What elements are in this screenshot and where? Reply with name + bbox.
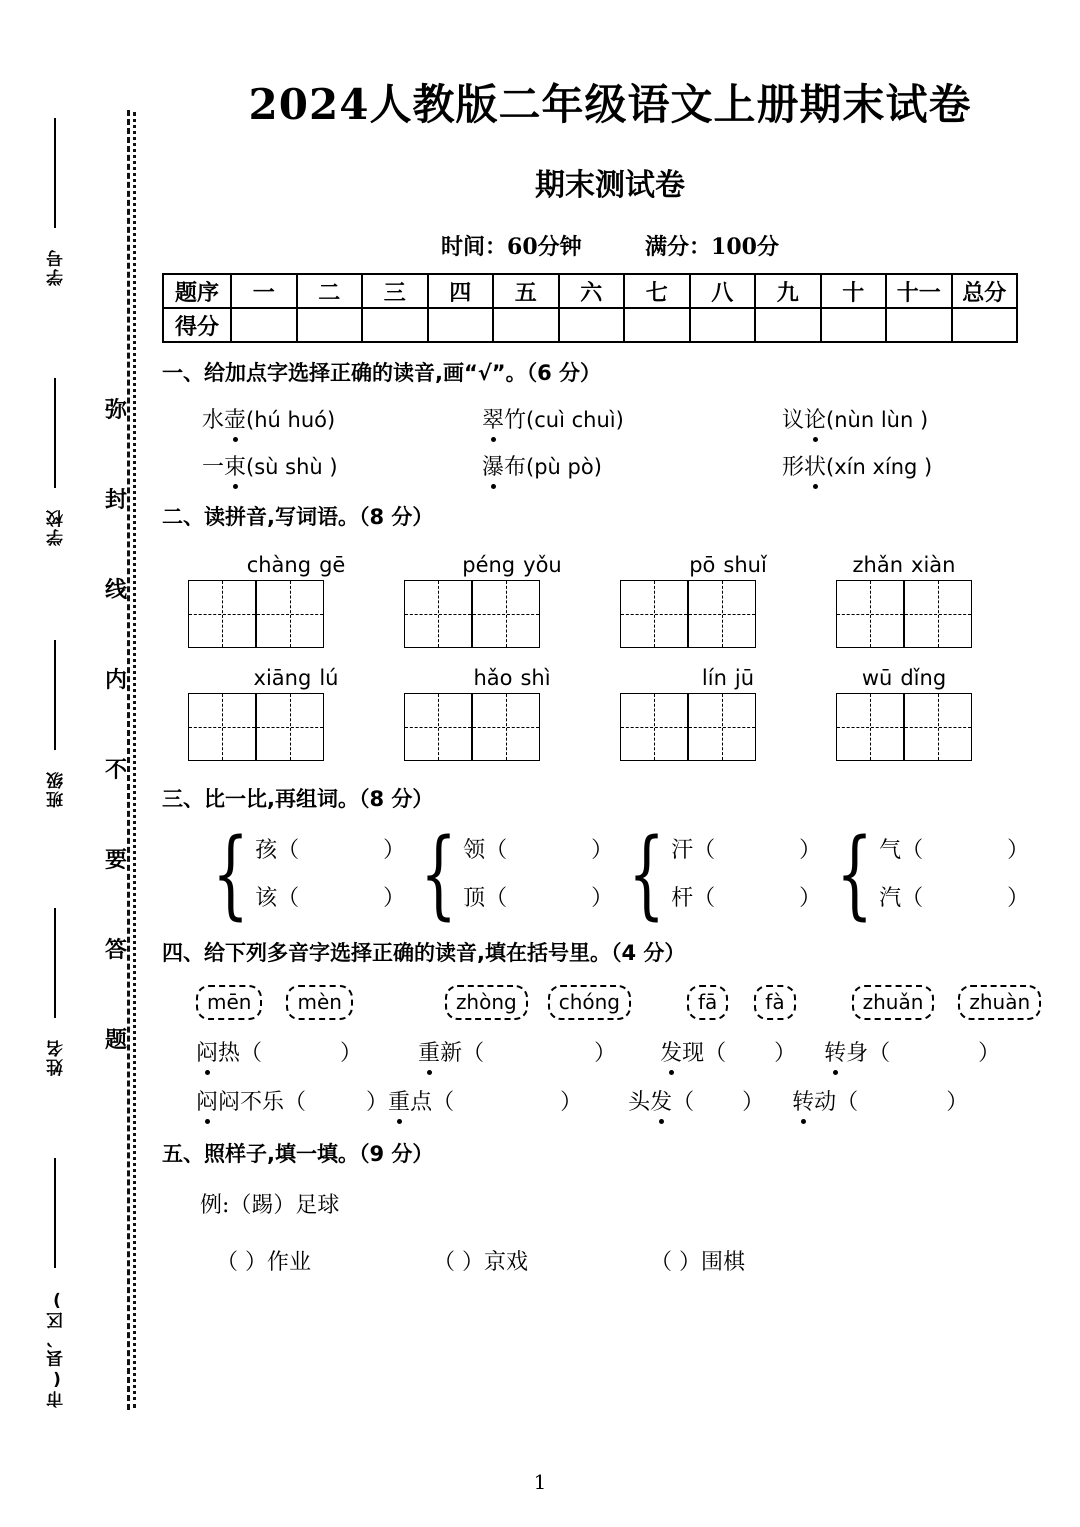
tianzige-grid[interactable]	[836, 693, 972, 761]
seal-char: 线	[104, 578, 127, 603]
compare-pair-list	[879, 827, 1029, 923]
item-pinyin-options[interactable]: (xín xíng )	[826, 455, 933, 479]
field-label-class: 班级	[46, 770, 67, 808]
tianzige-box[interactable]	[472, 580, 540, 648]
polyphone-dotted-char: 重	[388, 1090, 411, 1115]
brace-icon: {	[836, 818, 873, 931]
tianzige-box[interactable]	[404, 580, 472, 648]
section-5-item-row	[160, 1245, 1060, 1276]
table-header-col: 五	[493, 274, 559, 308]
score-cell[interactable]	[624, 308, 690, 342]
answer-paren-close[interactable]: ）	[774, 1041, 797, 1066]
section-1-item[interactable]	[782, 450, 932, 481]
pinyin-label	[188, 553, 404, 577]
pinyin-label	[836, 666, 972, 690]
score-table	[162, 273, 1018, 343]
compare-word-line[interactable]	[463, 827, 613, 875]
table-header-col: 七	[624, 274, 690, 308]
item-word-dotted: 状	[804, 455, 827, 480]
compare-pair-list	[463, 827, 613, 923]
polyphone-word-text: （	[672, 1090, 695, 1115]
section-1-item[interactable]	[202, 403, 482, 434]
page-title: 2024人教版二年级语文上册期末试卷	[248, 80, 972, 129]
field-label-student-id: 学号	[46, 248, 67, 286]
section-1-item[interactable]	[202, 450, 482, 481]
pinyin-label	[404, 553, 620, 577]
item-pinyin-options[interactable]: (pù pò)	[526, 455, 602, 479]
tianzige-box[interactable]	[404, 693, 472, 761]
total-score-label: 满分：100分	[645, 234, 779, 260]
seal-char: 弥	[104, 398, 127, 423]
item-word-dotted: 瀑	[482, 455, 505, 480]
pinyin-syllable: wū	[861, 666, 893, 690]
tianzige-grid[interactable]	[188, 693, 324, 761]
section-3-row	[160, 818, 1060, 931]
section-1-item[interactable]	[482, 403, 782, 434]
polyphone-dotted-char: 转	[792, 1090, 815, 1115]
compare-word-group	[616, 818, 824, 931]
pinyin-syllable: lín	[701, 666, 727, 690]
field-rule-name	[54, 908, 56, 1018]
field-school[interactable]	[28, 508, 84, 551]
answer-paren-close[interactable]: ）	[594, 1041, 617, 1066]
pinyin-label	[620, 666, 836, 690]
table-header-col: 十一	[886, 274, 952, 308]
section-5-example: 例:（踢）足球	[200, 1193, 340, 1218]
section-4-heading: 四、给下列多音字选择正确的读音,填在括号里。（4 分）	[162, 941, 686, 965]
pinyin-syllable: dǐng	[900, 666, 947, 690]
table-header-col: 九	[755, 274, 821, 308]
section-5-item[interactable]: （ ）作业	[216, 1250, 311, 1275]
item-word-prefix: 议	[782, 408, 805, 433]
brace-icon: {	[628, 818, 665, 931]
compare-word-line[interactable]	[671, 875, 821, 923]
polyphone-word-text: 身（	[846, 1041, 891, 1066]
compare-word-label: 领（	[463, 838, 508, 863]
polyphone-dotted-char: 发	[650, 1090, 673, 1115]
section-5-item[interactable]: （ ）京戏	[433, 1250, 528, 1275]
section-4-option-list	[160, 985, 1060, 1020]
pinyin-syllable: shuǐ	[723, 553, 767, 577]
item-pinyin-options[interactable]: (sù shù )	[246, 455, 338, 479]
pinyin-write-cell[interactable]	[188, 666, 404, 761]
brace-icon: {	[212, 818, 249, 931]
section-1-item[interactable]	[782, 403, 928, 434]
pinyin-option-chip[interactable]: fā	[687, 985, 728, 1020]
pinyin-label	[836, 553, 972, 577]
pinyin-option-chip[interactable]: zhuàn	[958, 985, 1041, 1020]
seal-char: 内	[104, 668, 127, 693]
compare-word-label: 杆（	[671, 886, 716, 911]
compare-word-label: 汽（	[879, 886, 924, 911]
score-cell[interactable]	[559, 308, 625, 342]
answer-paren-close[interactable]: ）	[560, 1090, 583, 1115]
pinyin-write-cell[interactable]	[188, 553, 404, 648]
polyphone-word-text: 现（	[682, 1041, 727, 1066]
section-2-heading: 二、读拼音,写词语。（8 分）	[162, 505, 434, 529]
time-label: 时间：60分钟	[441, 234, 582, 260]
pinyin-syllable: yǒu	[523, 553, 562, 577]
pinyin-syllable: xiāng	[253, 666, 312, 690]
polyphone-word-prefix: 头	[628, 1090, 651, 1115]
score-cell[interactable]	[755, 308, 821, 342]
compare-word-line[interactable]	[671, 827, 821, 875]
compare-word-line[interactable]	[255, 875, 405, 923]
pinyin-option-chip[interactable]: chóng	[548, 985, 631, 1020]
table-header-question-label: 题序	[163, 274, 231, 308]
table-header-col: 二	[297, 274, 363, 308]
pinyin-write-cell[interactable]	[836, 666, 972, 761]
compare-paren-close: ）	[1007, 886, 1030, 911]
table-header-col: 十	[821, 274, 887, 308]
pinyin-option-chip[interactable]: zhòng	[445, 985, 528, 1020]
score-cell[interactable]	[428, 308, 494, 342]
table-header-col-total: 总分	[952, 274, 1018, 308]
tianzige-box[interactable]	[688, 693, 756, 761]
seal-char: 不	[104, 758, 127, 783]
pinyin-syllable: gē	[319, 553, 346, 577]
exam-meta-line	[160, 230, 1060, 261]
pinyin-label	[404, 666, 620, 690]
score-cell[interactable]	[886, 308, 952, 342]
pinyin-syllable: péng	[462, 553, 516, 577]
compare-word-line[interactable]	[879, 827, 1029, 875]
score-cell[interactable]	[821, 308, 887, 342]
section-1-row-1	[160, 403, 1060, 434]
section-2-row-1	[160, 553, 1060, 648]
polyphone-dotted-char: 重	[418, 1041, 441, 1066]
seal-text-vertical	[96, 400, 136, 1120]
pinyin-write-cell[interactable]	[404, 553, 620, 648]
table-row-question-number	[163, 274, 1017, 308]
tianzige-grid[interactable]	[188, 580, 324, 648]
compare-word-label: 顶（	[463, 886, 508, 911]
score-cell[interactable]	[362, 308, 428, 342]
seal-char: 要	[104, 848, 127, 873]
field-rule-student-id	[54, 118, 56, 228]
seal-char: 答	[104, 938, 127, 963]
compare-word-label: 气（	[879, 838, 924, 863]
pinyin-syllable: pō	[689, 553, 716, 577]
pinyin-write-cell[interactable]	[836, 553, 972, 648]
compare-word-line[interactable]	[879, 875, 1029, 923]
section-1-heading: 一、给加点字选择正确的读音,画“√”。（6 分）	[162, 361, 602, 385]
tianzige-grid[interactable]	[404, 580, 540, 648]
compare-paren-close: ）	[799, 886, 822, 911]
compare-paren-close: ）	[591, 886, 614, 911]
polyphone-word-text: 动（	[814, 1090, 859, 1115]
exam-page-body	[160, 0, 1060, 1527]
item-word-dotted: 论	[804, 408, 827, 433]
pinyin-option-chip[interactable]: zhuǎn	[852, 985, 935, 1020]
compare-paren-close: ）	[799, 838, 822, 863]
polyphone-word-text: 新（	[440, 1041, 485, 1066]
item-pinyin-options[interactable]: (hú huó)	[246, 408, 336, 432]
score-cell[interactable]	[493, 308, 559, 342]
page-number: 1	[533, 1470, 547, 1494]
compare-paren-close: ）	[383, 838, 406, 863]
pinyin-write-cell[interactable]	[404, 666, 620, 761]
section-1-row-2	[160, 450, 1060, 481]
section-4-word-row-2	[160, 1085, 1060, 1116]
score-cell-total[interactable]	[952, 308, 1018, 342]
tianzige-box[interactable]	[620, 693, 688, 761]
pinyin-label	[188, 666, 404, 690]
field-district[interactable]	[28, 1288, 84, 1413]
tianzige-box[interactable]	[188, 693, 256, 761]
field-student-id[interactable]	[28, 248, 84, 291]
field-label-district: 市(县、区)	[46, 1288, 67, 1408]
item-pinyin-options[interactable]: (cuì chuì)	[526, 408, 624, 432]
pinyin-syllable: lú	[319, 666, 339, 690]
field-label-school: 学校	[46, 508, 67, 546]
compare-word-label: 汗（	[671, 838, 716, 863]
item-word-prefix: 一	[202, 455, 225, 480]
pinyin-option-chip[interactable]: mèn	[286, 985, 352, 1020]
compare-pair-list	[671, 827, 821, 923]
answer-paren-close[interactable]: ）	[340, 1041, 363, 1066]
pinyin-syllable: xiàn	[911, 553, 956, 577]
item-word-dotted: 束	[224, 455, 247, 480]
field-rule-class	[54, 640, 56, 750]
section-5-heading: 五、照样子,填一填。（9 分）	[162, 1142, 434, 1166]
tianzige-box[interactable]	[620, 580, 688, 648]
polyphone-dotted-char: 闷	[196, 1041, 219, 1066]
compare-word-line[interactable]	[463, 875, 613, 923]
tianzige-box[interactable]	[836, 580, 904, 648]
pinyin-option-chip[interactable]: mēn	[196, 985, 262, 1020]
tianzige-box[interactable]	[472, 693, 540, 761]
polyphone-word-text: 热（	[218, 1041, 263, 1066]
seal-char: 封	[104, 488, 127, 513]
tianzige-box[interactable]	[836, 693, 904, 761]
pinyin-syllable: jū	[734, 666, 755, 690]
field-class[interactable]	[28, 770, 84, 813]
answer-paren-close[interactable]: ）	[946, 1090, 969, 1115]
tianzige-box[interactable]	[256, 693, 324, 761]
table-row-score	[163, 308, 1017, 342]
pinyin-write-cell[interactable]	[620, 553, 836, 648]
compare-word-label: 该（	[255, 886, 300, 911]
seal-char: 题	[104, 1028, 127, 1053]
pinyin-write-cell[interactable]	[620, 666, 836, 761]
section-4-word-row-1	[160, 1036, 1060, 1067]
item-word-prefix: 水	[202, 408, 225, 433]
item-word-dotted: 翠	[482, 408, 505, 433]
brace-icon: {	[420, 818, 457, 931]
pinyin-syllable: zhǎn	[852, 553, 904, 577]
item-word-suffix: 竹	[504, 408, 527, 433]
seal-sidebar	[0, 0, 160, 1527]
tianzige-box[interactable]	[188, 580, 256, 648]
tianzige-box[interactable]	[256, 580, 324, 648]
section-2-row-2	[160, 666, 1060, 761]
table-header-col: 八	[690, 274, 756, 308]
pinyin-option-chip[interactable]: fà	[754, 985, 795, 1020]
field-rule-school	[54, 378, 56, 488]
tianzige-box[interactable]	[688, 580, 756, 648]
compare-word-group	[200, 818, 408, 931]
section-5-item[interactable]: （ ）围棋	[650, 1250, 745, 1275]
item-word-dotted: 壶	[224, 408, 247, 433]
tianzige-grid[interactable]	[620, 580, 756, 648]
polyphone-dotted-char: 转	[824, 1041, 847, 1066]
table-header-col: 六	[559, 274, 625, 308]
item-word-suffix: 布	[504, 455, 527, 480]
polyphone-dotted-char: 发	[660, 1041, 683, 1066]
section-1-item[interactable]	[482, 450, 782, 481]
field-name[interactable]	[28, 1038, 84, 1081]
table-header-col: 一	[231, 274, 297, 308]
tianzige-grid[interactable]	[620, 693, 756, 761]
polyphone-dotted-char: 闷	[196, 1090, 219, 1115]
compare-paren-close: ）	[591, 838, 614, 863]
tianzige-box[interactable]	[904, 580, 972, 648]
tianzige-grid[interactable]	[836, 580, 972, 648]
polyphone-word-text: 闷不乐（	[218, 1090, 307, 1115]
pinyin-syllable: shì	[520, 666, 551, 690]
polyphone-word-text: 点（	[410, 1090, 455, 1115]
compare-paren-close: ）	[1007, 838, 1030, 863]
answer-paren-close[interactable]: ）	[978, 1041, 1001, 1066]
score-cell[interactable]	[690, 308, 756, 342]
pinyin-syllable: chàng	[246, 553, 312, 577]
section-3-heading: 三、比一比,再组词。（8 分）	[162, 787, 434, 811]
item-word-prefix: 形	[782, 455, 805, 480]
item-pinyin-options[interactable]: (nùn lùn )	[826, 408, 929, 432]
pinyin-syllable: hǎo	[473, 666, 513, 690]
compare-word-label: 孩（	[255, 838, 300, 863]
page-subtitle: 期末测试卷	[535, 168, 685, 203]
compare-pair-list	[255, 827, 405, 923]
compare-word-group	[408, 818, 616, 931]
table-header-col: 三	[362, 274, 428, 308]
pinyin-label	[620, 553, 836, 577]
compare-word-line[interactable]	[255, 827, 405, 875]
answer-paren-close[interactable]: ）	[366, 1090, 389, 1115]
table-header-score-label: 得分	[163, 308, 231, 342]
tianzige-box[interactable]	[904, 693, 972, 761]
compare-word-group	[824, 818, 1030, 931]
score-cell[interactable]	[231, 308, 297, 342]
answer-paren-close[interactable]: ）	[742, 1090, 765, 1115]
field-rule-district	[54, 1158, 56, 1268]
score-cell[interactable]	[297, 308, 363, 342]
table-header-col: 四	[428, 274, 494, 308]
compare-paren-close: ）	[383, 886, 406, 911]
tianzige-grid[interactable]	[404, 693, 540, 761]
field-label-name: 姓名	[46, 1038, 67, 1076]
